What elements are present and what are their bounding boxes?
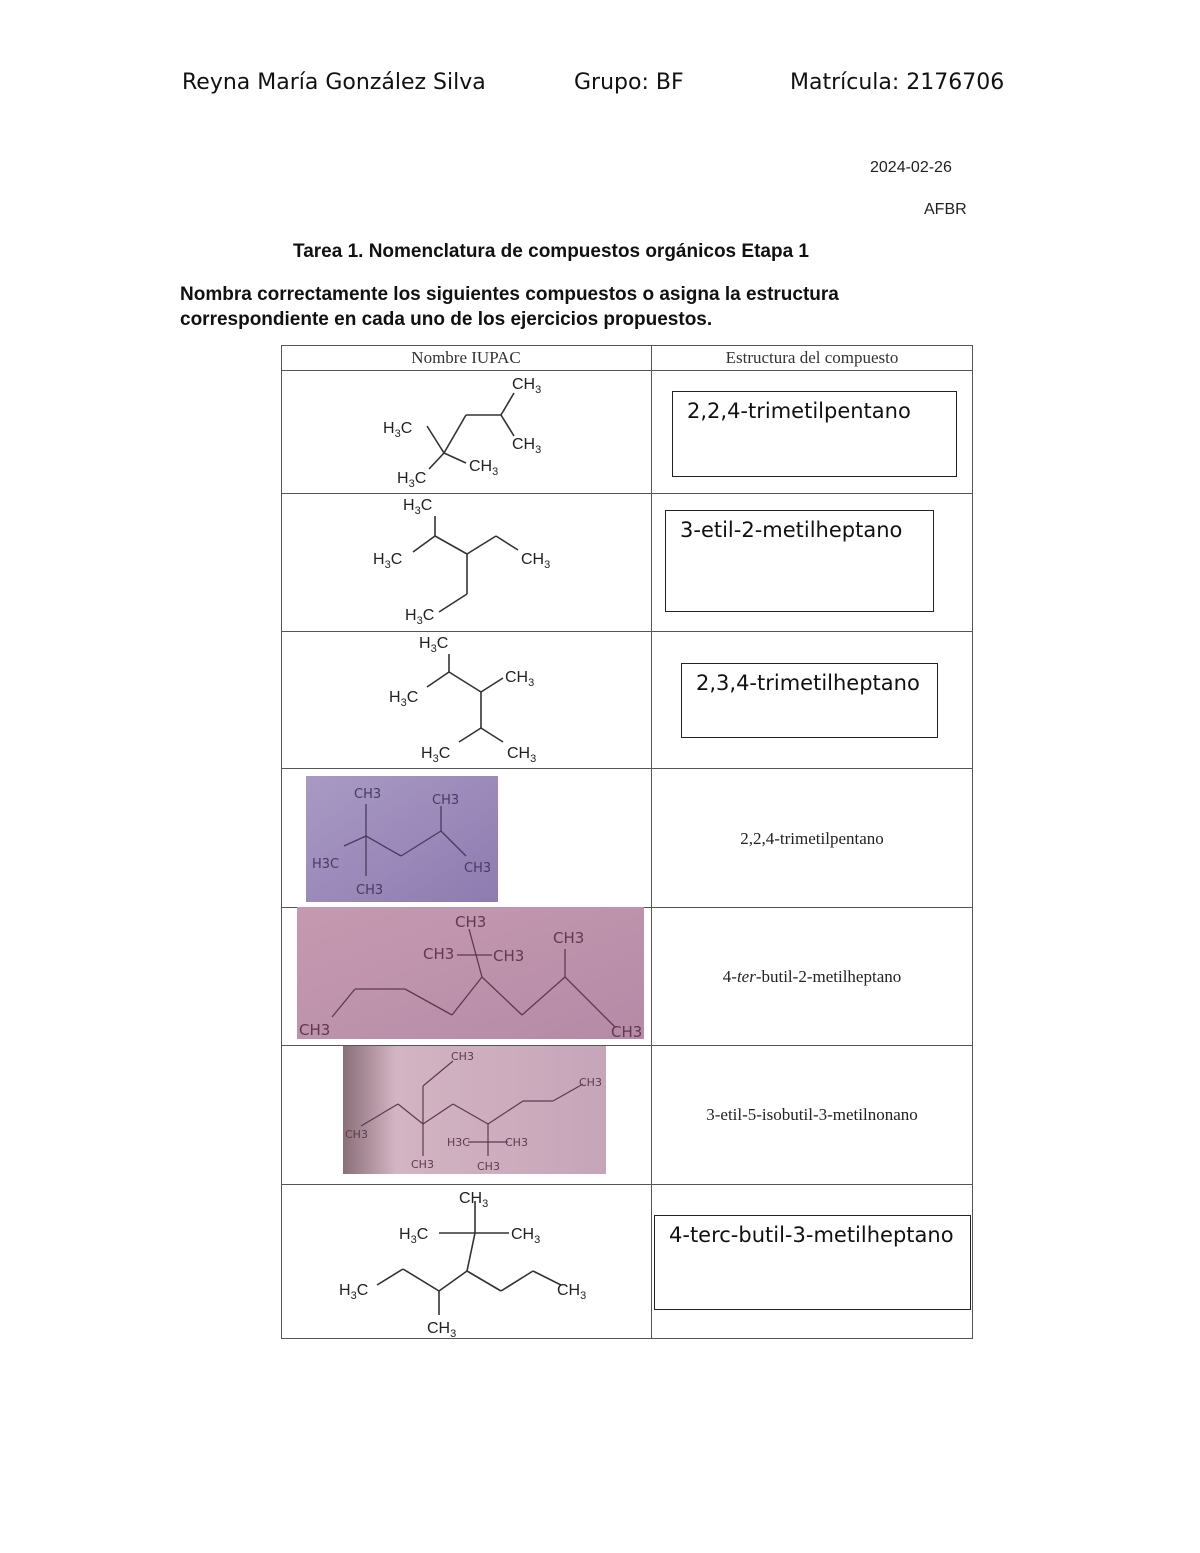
svg-text:CH3: $CH_3$ [505,669,535,689]
handwritten-structure-photo-1 [306,776,498,902]
svg-text:H3C: $H_3C$ [373,551,403,571]
given-name-row-6: 3-etil-5-isobutil-3-metilnonano [706,1105,918,1124]
svg-text:CH3: CH3 [455,913,487,931]
svg-text:CH3: CH3 [356,883,384,898]
column-header-structure: Estructura del compuesto [725,348,899,367]
structure-row-7 [281,1185,651,1337]
svg-text:CH3: CH3 [432,793,460,808]
svg-text:CH3: $CH_3$ [469,458,499,478]
svg-text:H3C: $H_3C$ [383,420,413,440]
answer-box-row-2[interactable]: 3-etil-2-metilheptano [665,510,934,612]
group-label: Grupo: BF [574,70,684,95]
svg-text:H3C: $H_3C$ [405,607,435,627]
instruction-line-2: correspondiente en cada uno de los ejercicios propuestos. [180,309,713,330]
given-name-row-4: 2,2,4-trimetilpentano [740,829,884,848]
id-number: Matrícula: 2176706 [790,70,1005,95]
structure-row-2 [281,494,651,631]
answer-box-row-3[interactable]: 2,3,4-trimetilheptano [681,663,938,738]
answer-box-row-1[interactable]: 2,2,4-trimetilpentano [672,391,957,477]
svg-text:CH3: $CH_3$ [521,551,551,571]
svg-text:CH3: $CH_3$ [511,1226,541,1246]
handwritten-structure-photo-2 [297,907,644,1039]
answer-box-row-7[interactable]: 4-terc-butil-3-metilheptano [654,1215,971,1310]
column-header-name: Nombre IUPAC [411,348,521,367]
svg-text:CH3: CH3 [477,1160,500,1173]
svg-text:H3C: $H_3C$ [421,745,451,765]
svg-text:CH3: CH3 [579,1076,602,1089]
svg-text:CH3: CH3 [611,1023,643,1039]
svg-text:CH3: CH3 [451,1050,474,1063]
svg-text:H3C: $H_3C$ [389,689,419,709]
svg-text:H3C: $H_3C$ [397,470,427,490]
svg-text:CH3: CH3 [505,1136,528,1149]
svg-text:H3C: $H_3C$ [419,635,449,655]
svg-text:CH3: $CH_3$ [557,1282,587,1302]
svg-text:CH3: CH3 [345,1128,368,1141]
structure-row-1 [281,371,651,493]
svg-text:CH3: $CH_3$ [427,1320,457,1337]
svg-text:H3C: $H_3C$ [403,497,433,517]
document-date: 2024-02-26 [870,159,952,176]
svg-text:CH3: $CH_3$ [512,436,542,456]
svg-text:H3C: $H_3C$ [339,1282,369,1302]
handwritten-structure-photo-3 [343,1046,606,1174]
svg-text:CH3: $CH_3$ [459,1190,489,1210]
svg-text:CH3: CH3 [354,787,382,802]
svg-text:H3C: H3C [312,857,340,872]
structure-row-3 [281,632,651,768]
svg-text:CH3: CH3 [493,947,525,965]
svg-text:CH3: $CH_3$ [512,376,542,396]
svg-text:CH3: CH3 [423,945,455,963]
instruction-line-1: Nombra correctamente los siguientes compuestos o asigna la estructura [180,284,839,305]
student-name: Reyna María González Silva [182,70,486,95]
document-code: AFBR [924,201,967,218]
nomenclature-table [281,345,973,1339]
given-name-row-5: 4-ter-butil-2-metilheptano [722,967,902,986]
svg-text:H3C: H3C [447,1136,470,1149]
svg-text:H3C: $H_3C$ [399,1226,429,1246]
svg-text:CH3: CH3 [464,861,492,876]
svg-text:CH3: $CH_3$ [507,745,537,765]
svg-text:CH3: CH3 [553,929,585,947]
svg-text:CH3: CH3 [299,1021,331,1039]
assignment-title: Tarea 1. Nomenclatura de compuestos orgánicos Etapa 1 [293,241,809,262]
svg-text:CH3: CH3 [411,1158,434,1171]
